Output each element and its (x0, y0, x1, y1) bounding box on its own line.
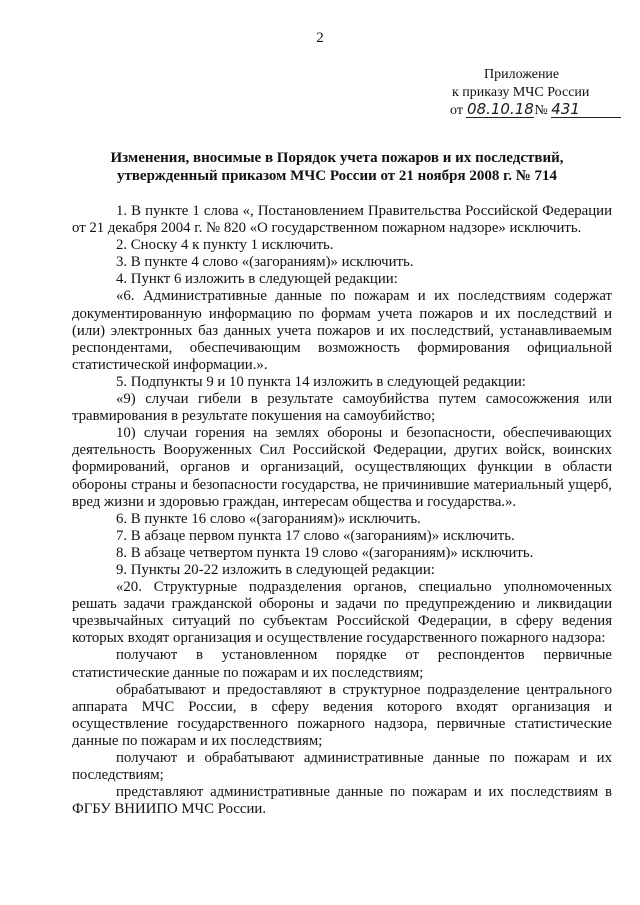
paragraph: 7. В абзаце первом пункта 17 слово «(загораниям)» исключить. (116, 527, 515, 544)
paragraph: получают и обрабатывают административные данные по пожарам и их последствиям; (72, 750, 612, 784)
handwritten-number: 431 (551, 102, 621, 118)
handwritten-date: 08.10.18 (467, 100, 534, 118)
paragraph: обрабатывают и предоставляют в структурное подразделение центрального аппарата МЧС России, в сферу ведения которого входят организация и осуществление государственного пожарного надзора, первичные статистические данные по пожарам и их последствиям; (72, 681, 612, 749)
paragraph: получают в установленном порядке от респондентов первичные статистические данные по пожарам и их последствиям; (72, 647, 612, 681)
paragraph: 10) случаи горения на землях обороны и безопасности, обеспечивающих деятельность Вооруженных Сил Российской Федерации, других войск, воинских формирований, органов и организаций, осуществляющих функции в области обороны страны и безопасности государства, не причинившие материальный ущерб, вред жизни и здоровью граждан, интересам общества и государства.». (72, 425, 612, 510)
paragraph: 4. Пункт 6 изложить в следующей редакции: (116, 271, 398, 288)
paragraph: 9. Пункты 20-22 изложить в следующей редакции: (116, 561, 435, 578)
appendix-line-3 (450, 102, 610, 120)
paragraph: «6. Административные данные по пожарам и их последствиям содержат документированную информацию по формам учета пожаров и их последствий и (или) электронных баз данных учета пожаров и их последствий, устанавливаемым респондентами, обеспечивающим возможность формирования официальной статистической информации.». (72, 288, 612, 373)
paragraph: 6. В пункте 16 слово «(загораниям)» исключить. (116, 510, 421, 527)
paragraph: представляют административные данные по пожарам и их последствиям в ФГБУ ВНИИПО МЧС России. (72, 784, 612, 818)
number-label: № (534, 103, 548, 118)
paragraph: 2. Сноску 4 к пункту 1 исключить. (116, 237, 334, 254)
from-label: от (450, 103, 463, 118)
paragraph: 3. В пункте 4 слово «(загораниям)» исключить. (116, 254, 414, 271)
paragraph: «20. Структурные подразделения органов, специально уполномоченных решать задачи гражданской обороны и задачи по предупреждению и ликвидации чрезвычайных ситуаций по субъектам Российской Федерации, в сферу ведения которых входят организация и осуществление государственного пожарного надзора: (72, 579, 612, 647)
appendix-line-2: к приказу МЧС России (452, 85, 590, 100)
title-line-1: Изменения, вносимые в Порядок учета пожаров и их последствий, (110, 150, 564, 166)
page-number: 2 (316, 30, 324, 46)
appendix-block (450, 66, 610, 120)
paragraph: 5. Подпункты 9 и 10 пункта 14 изложить в следующей редакции: (116, 373, 526, 390)
document-body (72, 203, 612, 818)
appendix-line-1: Приложение (484, 67, 560, 82)
paragraph: 8. В абзаце четвертом пункта 19 слово «(загораниям)» исключить. (116, 544, 534, 561)
document-title (72, 149, 602, 185)
paragraph: 1. В пункте 1 слова «, Постановлением Правительства Российской Федерации от 21 декабря 2004 г. № 820 «О государственном пожарном надзоре» исключить. (72, 203, 612, 237)
title-line-2: утвержденный приказом МЧС России от 21 ноября 2008 г. № 714 (116, 168, 558, 184)
paragraph: «9) случаи гибели в результате самоубийства путем самосожжения или травмирования в результате покушения на самоубийство; (72, 391, 612, 425)
